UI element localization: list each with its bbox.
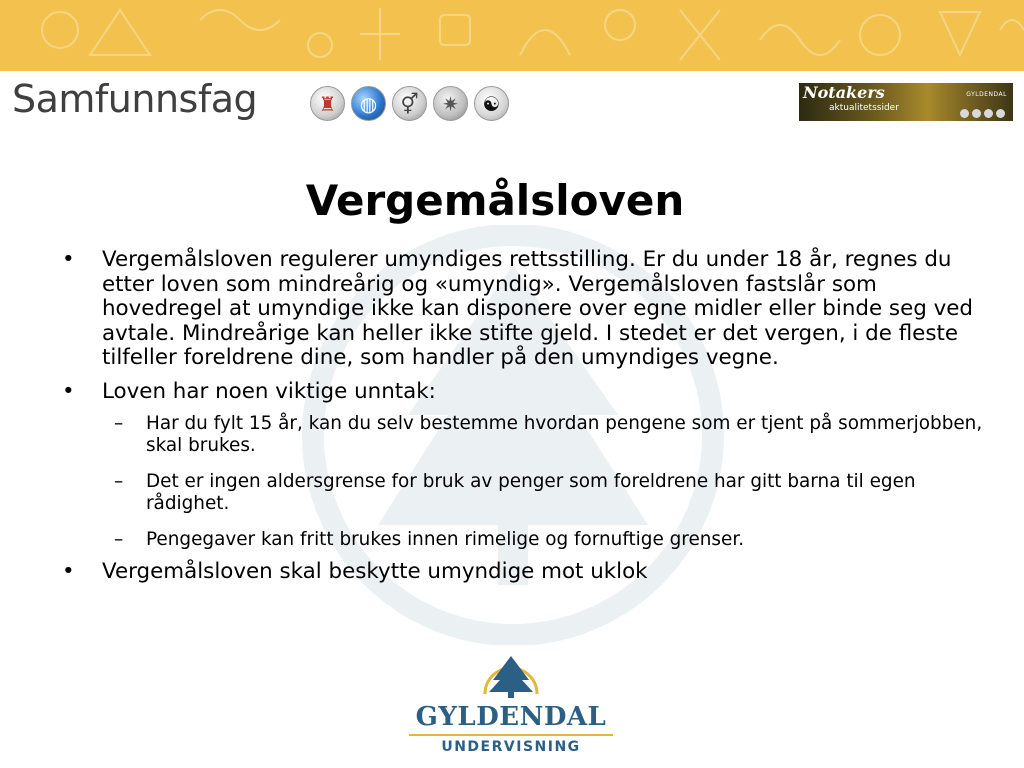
decorative-top-band [0, 0, 1024, 71]
bullet-icon: • [62, 378, 75, 404]
coin-icon: ✷ [433, 86, 468, 121]
dash-icon: – [114, 471, 124, 492]
sub-bullet-text: Pengegaver kan fritt brukes innen rimelige og fornuftige grenser. [146, 529, 745, 550]
sub-bullet-list [114, 413, 1002, 551]
banner-title: Notakers [803, 83, 885, 102]
sub-bullet-item [114, 471, 1002, 515]
banner-dot-icon [996, 109, 1005, 118]
logo-subtitle: UNDERVISNING [441, 739, 581, 755]
banner-dot-icon [972, 109, 981, 118]
gender-icon: ⚥ [392, 86, 427, 121]
bullet-item [62, 248, 1002, 371]
subject-icons [310, 86, 509, 121]
gyldendal-logo [405, 650, 617, 760]
dash-icon: – [114, 413, 124, 434]
logo-wordmark: GYLDENDAL [415, 702, 607, 732]
bullet-text: Vergemålsloven skal beskytte umyndige mot uklok [102, 559, 648, 584]
bullet-icon: • [62, 247, 75, 272]
tree-logo-icon [405, 650, 617, 702]
yin-yang-icon: ☯ [474, 86, 509, 121]
bullet-icon: • [62, 559, 75, 584]
globe-icon: ◍ [351, 86, 386, 121]
slide-title: Vergemålsloven [305, 176, 685, 225]
bullet-text: Loven har noen viktige unntak: [102, 378, 436, 404]
logo-divider [409, 734, 613, 736]
sub-bullet-item [114, 529, 1002, 551]
banner-dots [960, 109, 1005, 118]
banner-dot-icon [984, 109, 993, 118]
dash-icon: – [114, 529, 124, 550]
notakers-banner [799, 83, 1013, 121]
crest-icon: ♜ [310, 86, 345, 121]
sub-bullet-text: Det er ingen aldersgrense for bruk av penger som foreldrene har gitt barna til egen rådighet. [146, 471, 916, 514]
sub-bullet-text: Har du fylt 15 år, kan du selv bestemme hvordan pengene som er tjent på sommerjobben, skal brukes. [146, 413, 983, 456]
brand-title: Samfunnsfag [12, 77, 258, 121]
header-bar [0, 71, 1024, 133]
banner-dot-icon [960, 109, 969, 118]
slide-content [62, 248, 1002, 585]
banner-subtitle: aktualitetssider [829, 103, 899, 113]
bullet-item [62, 560, 1002, 585]
sub-bullet-item [114, 413, 1002, 457]
bullet-text: Vergemålsloven regulerer umyndiges rettsstilling. Er du under 18 år, regnes du etter loven som mindreårig og «umyndig». Vergemålsloven fastslår som hovedregel at umyndige ikke kan disponere over egne midler eller binde seg ved avtale. Mindreårige kan heller ikke stifte gjeld. I stedet er det vergen, i de fleste tilfeller foreldrene dine, som handler på den umyndiges vegne. [102, 247, 973, 370]
doodle-pattern [0, 0, 1024, 71]
banner-publisher: GYLDENDAL [966, 91, 1007, 98]
bullet-item [62, 380, 1002, 405]
